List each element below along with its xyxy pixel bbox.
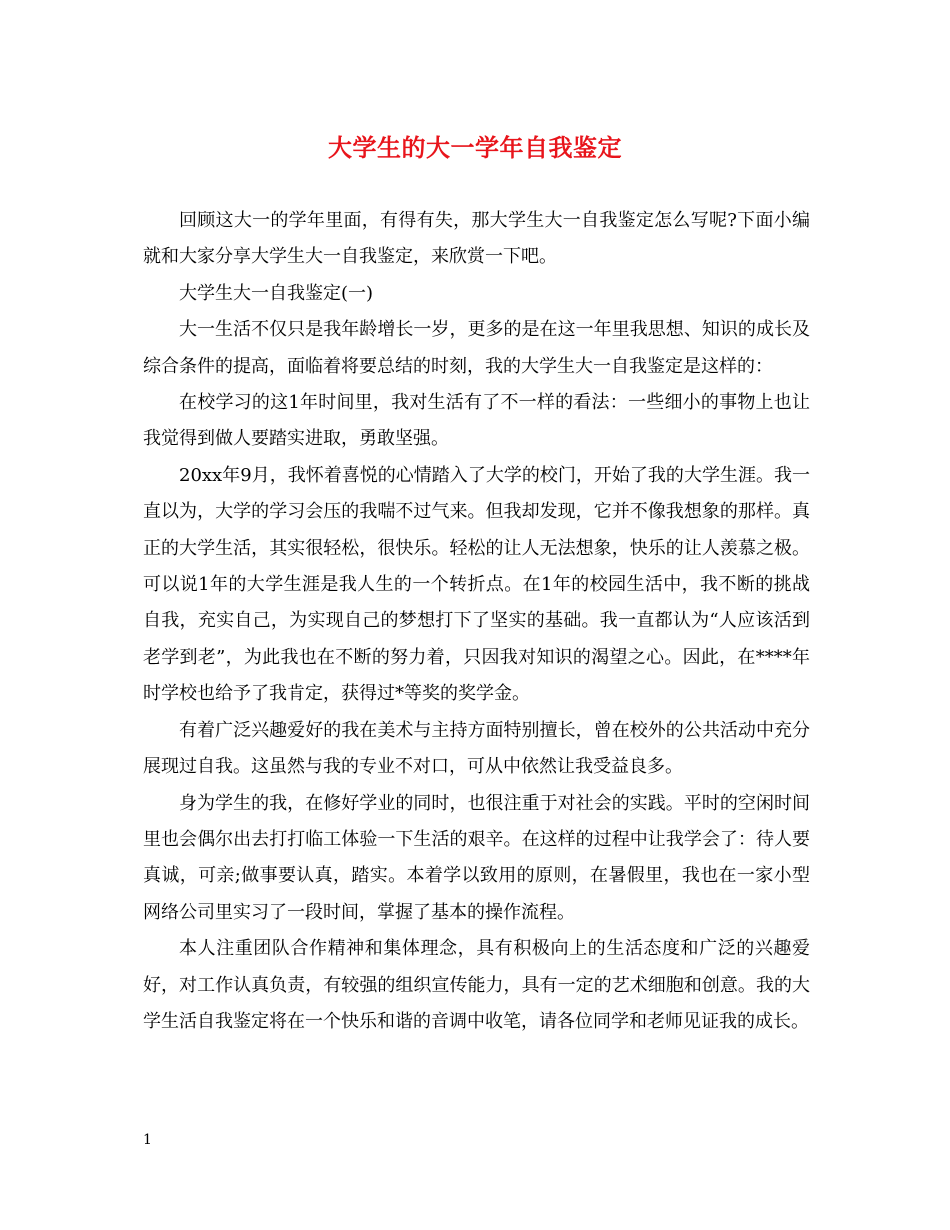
paragraph-intro: 回顾这大一的学年里面，有得有失，那大学生大一自我鉴定怎么写呢?下面小编就和大家分享大学生大一自我鉴定，来欣赏一下吧。	[143, 210, 810, 268]
paragraph-study: 在校学习的这1年时间里，我对生活有了不一样的看法：一些细小的事物上也让我觉得到做人要踏实进取，勇敢坚强。	[143, 392, 810, 450]
paragraph-opening: 大一生活不仅只是我年龄增长一岁，更多的是在这一年里我思想、知识的成长及综合条件的提高，面临着将要总结的时刻，我的大学生大一自我鉴定是这样的：	[143, 319, 810, 377]
paragraph-hobbies: 有着广泛兴趣爱好的我在美术与主持方面特别擅长，曾在校外的公共活动中充分展现过自我。这虽然与我的专业不对口，可从中依然让我受益良多。	[143, 719, 810, 778]
document-title: 大学生的大一学年自我鉴定	[328, 133, 622, 162]
document-body	[143, 203, 810, 1040]
paragraph-conclusion: 本人注重团队合作精神和集体理念，具有积极向上的生活态度和广泛的兴趣爱好，对工作认真负责，有较强的组织宣传能力，具有一定的艺术细胞和创意。我的大学生活自我鉴定将在一个快乐和谐的音调中收笔，请各位同学和老师见证我的成长。	[143, 938, 810, 1032]
page-number: 1	[143, 1132, 152, 1148]
paragraph-university-life: 20xx年9月，我怀着喜悦的心情踏入了大学的校门，开始了我的大学生涯。我一直以为，大学的学习会压的我喘不过气来。但我却发现，它并不像我想象的那样。真正的大学生活，其实很轻松，很快乐。轻松的让人无法想象，快乐的让人羡慕之极。可以说1年的大学生涯是我人生的一个转折点。在1年的校园生活中，我不断的挑战自我，充实自己，为实现自己的梦想打下了坚实的基础。我一直都认为“人应该活到老学到老”，为此我也在不断的努力着，只因我对知识的渴望之心。因此，在****年时学校也给予了我肯定，获得过*等奖的奖学金。	[143, 464, 810, 705]
section-heading: 大学生大一自我鉴定(一)	[179, 282, 374, 304]
paragraph-practice: 身为学生的我，在修好学业的同时，也很注重于对社会的实践。平时的空闲时间里也会偶尔出去打打临工体验一下生活的艰辛。在这样的过程中让我学会了：待人要真诚，可亲;做事要认真，踏实。本着学以致用的原则，在暑假里，我也在一家小型网络公司里实习了一段时间，掌握了基本的操作流程。	[143, 792, 810, 923]
